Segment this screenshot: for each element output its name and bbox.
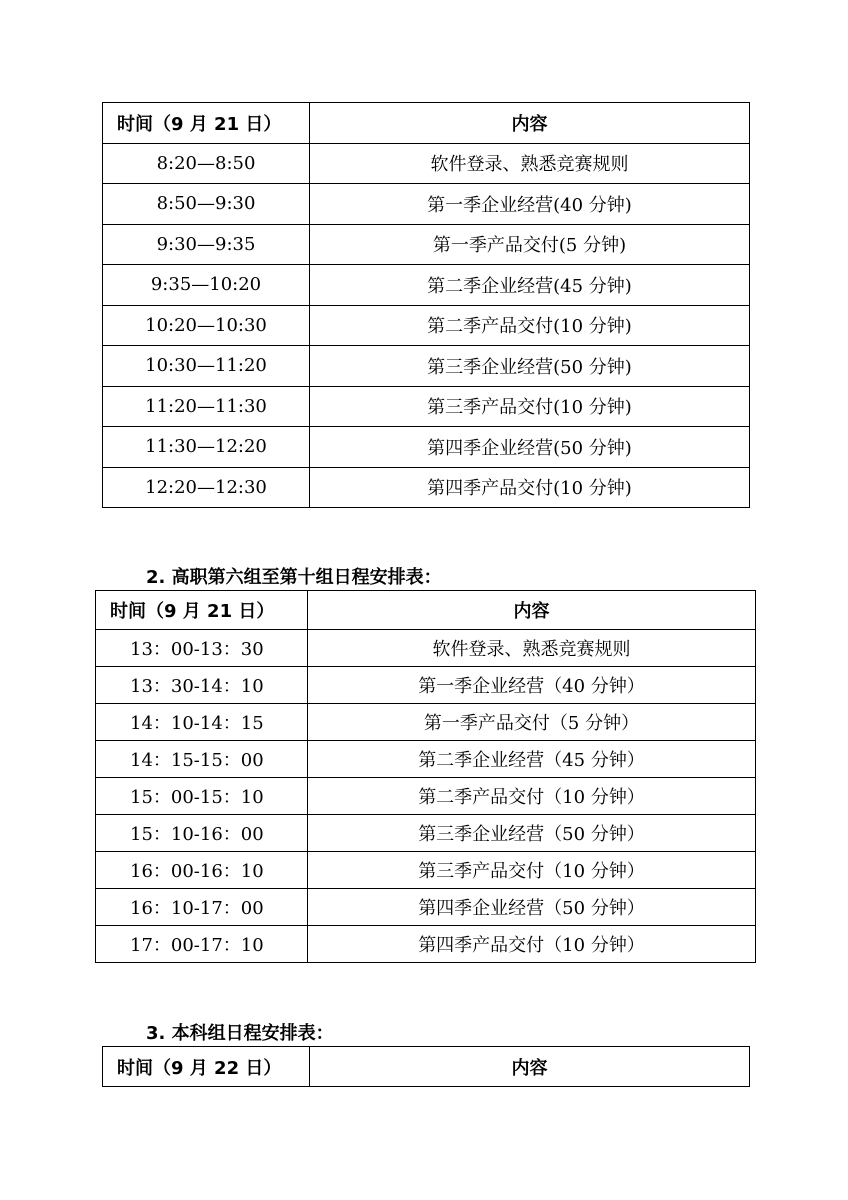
table-row <box>96 815 756 852</box>
cell-content: 第二季企业经营（45 分钟） <box>308 741 756 778</box>
cell-time: 14：15-15：00 <box>96 741 308 778</box>
table-header-row <box>96 591 756 630</box>
schedule-table-1 <box>102 102 750 508</box>
table-row <box>96 704 756 741</box>
cell-time: 13：00-13：30 <box>96 630 308 667</box>
table-row <box>103 346 750 387</box>
table-row <box>103 224 750 265</box>
table-row <box>96 926 756 963</box>
cell-time: 15：00-15：10 <box>96 778 308 815</box>
section-2-heading: 2. 高职第六组至第十组日程安排表： <box>146 567 442 588</box>
cell-time: 17：00-17：10 <box>96 926 308 963</box>
section-3-heading: 3. 本科组日程安排表： <box>146 1023 334 1044</box>
cell-time: 15：10-16：00 <box>96 815 308 852</box>
cell-time: 16：00-16：10 <box>96 852 308 889</box>
cell-content: 第四季企业经营（50 分钟） <box>308 889 756 926</box>
cell-time: 9:35—10:20 <box>103 265 310 306</box>
cell-content: 软件登录、熟悉竞赛规则 <box>310 143 750 184</box>
cell-content: 软件登录、熟悉竞赛规则 <box>308 630 756 667</box>
cell-time: 16：10-17：00 <box>96 889 308 926</box>
table-row <box>96 889 756 926</box>
cell-time: 10:20—10:30 <box>103 305 310 346</box>
cell-time: 8:20—8:50 <box>103 143 310 184</box>
cell-content: 第二季产品交付(10 分钟) <box>310 305 750 346</box>
cell-time: 13：30-14：10 <box>96 667 308 704</box>
cell-content: 第一季企业经营（40 分钟） <box>308 667 756 704</box>
header-time: 时间（9 月 22 日） <box>103 1047 310 1087</box>
cell-content: 第三季企业经营(50 分钟) <box>310 346 750 387</box>
schedule-table-2 <box>95 590 756 963</box>
table-header-row <box>103 103 750 144</box>
cell-content: 第三季企业经营（50 分钟） <box>308 815 756 852</box>
header-content: 内容 <box>310 103 750 144</box>
cell-time: 12:20—12:30 <box>103 467 310 508</box>
table-row <box>103 467 750 508</box>
table-row <box>96 667 756 704</box>
table-row <box>96 778 756 815</box>
schedule-table-3 <box>102 1046 750 1087</box>
cell-time: 11:20—11:30 <box>103 386 310 427</box>
cell-content: 第四季企业经营(50 分钟) <box>310 427 750 468</box>
table-row <box>96 630 756 667</box>
table-row <box>103 305 750 346</box>
cell-content: 第三季产品交付（10 分钟） <box>308 852 756 889</box>
table-row <box>103 184 750 225</box>
header-time: 时间（9 月 21 日） <box>96 591 308 630</box>
cell-content: 第四季产品交付（10 分钟） <box>308 926 756 963</box>
cell-content: 第四季产品交付(10 分钟) <box>310 467 750 508</box>
table-header-row <box>103 1047 750 1087</box>
table-row <box>103 143 750 184</box>
header-time: 时间（9 月 21 日） <box>103 103 310 144</box>
cell-time: 10:30—11:20 <box>103 346 310 387</box>
header-content: 内容 <box>308 591 756 630</box>
table-row <box>96 741 756 778</box>
cell-content: 第一季企业经营(40 分钟) <box>310 184 750 225</box>
cell-content: 第一季产品交付(5 分钟) <box>310 224 750 265</box>
cell-time: 9:30—9:35 <box>103 224 310 265</box>
table-row <box>103 386 750 427</box>
cell-time: 11:30—12:20 <box>103 427 310 468</box>
cell-time: 14：10-14：15 <box>96 704 308 741</box>
cell-content: 第三季产品交付(10 分钟) <box>310 386 750 427</box>
cell-content: 第二季企业经营(45 分钟) <box>310 265 750 306</box>
header-content: 内容 <box>310 1047 750 1087</box>
table-row <box>103 427 750 468</box>
cell-content: 第一季产品交付（5 分钟） <box>308 704 756 741</box>
cell-time: 8:50—9:30 <box>103 184 310 225</box>
table-row <box>96 852 756 889</box>
cell-content: 第二季产品交付（10 分钟） <box>308 778 756 815</box>
table-row <box>103 265 750 306</box>
